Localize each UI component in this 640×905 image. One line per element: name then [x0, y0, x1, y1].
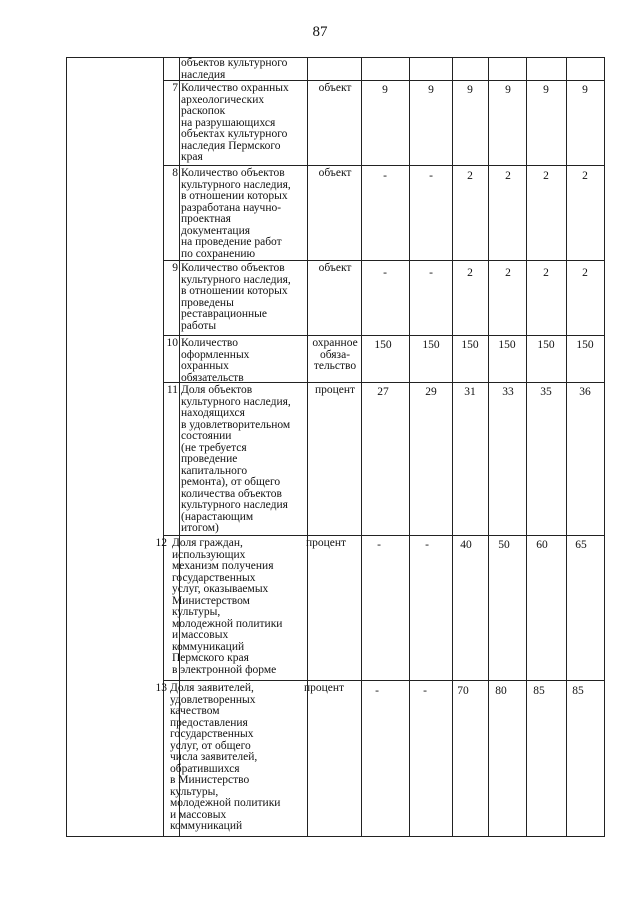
value-cell: 50	[498, 539, 510, 551]
row-divider	[163, 335, 605, 336]
value-cell: 35	[540, 386, 552, 398]
indicator-name: Количество охранных археологических раскопок на разрушающихся объектах культурного наследия Пермского края	[181, 82, 289, 163]
value-cell: -	[383, 267, 387, 279]
unit-of-measure: процент	[314, 384, 356, 396]
value-cell: 40	[460, 539, 472, 551]
value-cell: 70	[457, 685, 469, 697]
row-number: 7	[172, 82, 178, 94]
value-cell: 150	[537, 339, 555, 351]
col-divider-v4	[488, 57, 489, 837]
row-number: 10	[166, 337, 178, 349]
row-divider	[163, 680, 605, 681]
value-cell: 85	[533, 685, 545, 697]
value-cell: 2	[582, 170, 588, 182]
continued-row-name: объектов культурного наследия	[181, 57, 288, 81]
value-cell: 2	[467, 267, 473, 279]
row-divider	[163, 165, 605, 166]
value-cell: 2	[505, 267, 511, 279]
table-top-border	[67, 57, 605, 58]
value-cell: -	[429, 267, 433, 279]
value-cell: 9	[505, 84, 511, 96]
indicator-name: Количество объектов культурного наследия, в отношении которых проведены реставрационные работы	[181, 262, 291, 332]
row-number: 9	[172, 262, 178, 274]
table-bottom-border	[67, 836, 605, 837]
value-cell: 2	[543, 267, 549, 279]
unit-of-measure: объект	[318, 82, 352, 94]
value-cell: 9	[382, 84, 388, 96]
value-cell: 9	[467, 84, 473, 96]
value-cell: 150	[576, 339, 594, 351]
value-cell: 80	[495, 685, 507, 697]
value-cell: 9	[543, 84, 549, 96]
value-cell: 36	[579, 386, 591, 398]
col-divider-v5	[526, 57, 527, 837]
value-cell: 33	[502, 386, 514, 398]
value-cell: 2	[505, 170, 511, 182]
value-cell: 150	[498, 339, 516, 351]
row-divider	[163, 260, 605, 261]
value-cell: 150	[374, 339, 392, 351]
value-cell: -	[423, 685, 427, 697]
value-cell: 150	[461, 339, 479, 351]
value-cell: 9	[428, 84, 434, 96]
row-number: 12	[155, 537, 167, 549]
value-cell: -	[425, 539, 429, 551]
indicator-name: Доля граждан, использующих механизм получения государственных услуг, оказываемых Министерством культуры, молодежной политики и массовых коммуникаций Пермского края в электронной форме	[172, 537, 283, 676]
page-number: 87	[312, 24, 328, 40]
table-right-border	[604, 57, 605, 837]
row-number: 11	[166, 384, 178, 396]
indicator-name: Доля заявителей, удовлетворенных качеством предоставления государственных услуг, от общего числа заявителей, обратившихся в Министерство культуры, молодежной политики и массовых коммуникаций	[170, 682, 281, 832]
row-number: 13	[155, 682, 167, 694]
value-cell: 9	[582, 84, 588, 96]
value-cell: 65	[575, 539, 587, 551]
unit-of-measure: процент	[303, 682, 345, 694]
indicators-table	[66, 57, 605, 837]
row-number: 8	[172, 167, 178, 179]
value-cell: 2	[582, 267, 588, 279]
unit-of-measure: объект	[318, 167, 352, 179]
col-divider-v2	[409, 57, 410, 837]
value-cell: -	[377, 539, 381, 551]
value-cell: -	[429, 170, 433, 182]
indicator-name: Количество объектов культурного наследия, в отношении которых разработана научно- проектная документация на проведение работ по сохранению	[181, 167, 291, 260]
value-cell: 31	[464, 386, 476, 398]
value-cell: -	[383, 170, 387, 182]
value-cell: 150	[422, 339, 440, 351]
value-cell: 85	[572, 685, 584, 697]
row-divider	[163, 535, 605, 536]
value-cell: 27	[377, 386, 389, 398]
unit-of-measure: объект	[318, 262, 352, 274]
value-cell: 29	[425, 386, 437, 398]
value-cell: -	[375, 685, 379, 697]
value-cell: 60	[536, 539, 548, 551]
value-cell: 2	[543, 170, 549, 182]
indicator-name: Доля объектов культурного наследия, находящихся в удовлетворительном состоянии (не требуется проведение капитального ремонта), от общего количества объектов культурного наследия (нарастающим итогом)	[181, 384, 291, 534]
unit-of-measure: охранное обяза- тельство	[312, 337, 358, 372]
unit-of-measure: процент	[305, 537, 347, 549]
value-cell: 2	[467, 170, 473, 182]
indicator-name: Количество оформленных охранных обязательств	[181, 337, 250, 384]
